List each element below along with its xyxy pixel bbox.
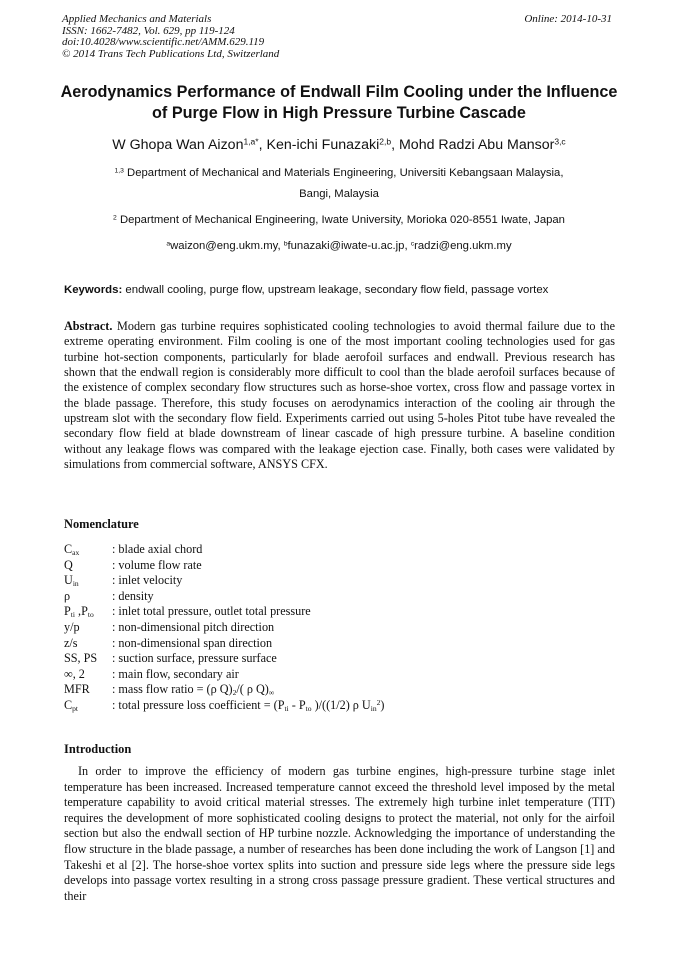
nomenclature-definition: : volume flow rate [112,557,202,572]
nomenclature-symbol: y/p [64,619,80,634]
nomenclature-item [64,620,384,636]
nomenclature-symbol: $P_{ti}$ $,P_{to}$ [64,604,94,620]
email-link[interactable]: funazaki@iwate-u.ac.jp [287,240,405,252]
nomenclature-item [64,542,384,558]
copyright-line: © 2014 Trans Tech Publications Ltd, Switzerland [62,47,280,60]
journal-header [62,14,279,60]
keywords-text: endwall cooling, purge flow, upstream leakage, secondary flow field, passage vortex [122,284,549,296]
paper-title [40,82,638,124]
author-name: Mohd Radzi Abu Mansor [398,137,555,153]
nomenclature-item [64,667,384,683]
nomenclature-item [64,558,384,574]
email-link[interactable]: waizon@eng.ukm.my [170,240,278,252]
nomenclature-definition: : density [112,588,154,603]
nomenclature-item [64,651,384,667]
online-date: Online: 2014-10-31 [524,13,612,25]
nomenclature-heading: Nomenclature [64,517,139,531]
separator: , [258,137,267,153]
title-line-2: of Purge Flow in High Pressure Turbine Cascade [152,104,526,122]
nomenclature-symbol: $C_{ax}$ [64,542,80,557]
nomenclature-symbol: ρ [64,588,71,603]
abstract-text: Modern gas turbine requires sophisticated cooling technologies to avoid thermal failure due to the extreme operating environment. Film cooling is one of the most important cooling technologies used for gas turbine hot-section components, particularly for blade aerofoil surfaces and endwall. Previous research has shown that the endwall region is considerably more difficult to cool than the blade aerofoil surfaces because of the existence of complex secondary flow structures such as horse-shoe vortex, cross flow and passage vortex in the blade passage. Therefore, this study focuses on aerodynamics interaction of the cooling air through the upstream slot with the secondary flow field. Experiments carried out using 5-holes Pitot tube have revealed the secondary flow field at blade downstream of linear cascade of high pressure turbine. A baseline condition without any leakage flows was compared with the leakage ejection case. Finally, both cases were validated by simulations from commercial software, ANSYS CFX. [64,319,615,472]
nomenclature-symbol: MFR [64,682,90,697]
author-list [40,136,638,154]
affiliation-1 [40,163,638,205]
affiliation-mark: 2 [113,214,117,222]
nomenclature-definition: : non-dimensional span direction [112,635,273,650]
nomenclature-item [64,573,384,589]
journal-name: Applied Mechanics and Materials [62,13,212,25]
nomenclature-definition: : total pressure loss coefficient = ($P_{ti} - P_{to}$ )/((1/2) ρ $U_{in}^2$) [112,697,385,713]
nomenclature-definition: : main flow, secondary air [112,666,239,681]
email-mark: c [410,240,415,248]
nomenclature-symbol: ∞, 2 [64,666,85,681]
nomenclature-definition: : blade axial chord [112,542,203,556]
author-affiliation-mark: 3,c [554,136,566,147]
nomenclature-symbol: Q [64,557,73,572]
author-affiliation-mark: 2,b [379,136,392,147]
doi-line: doi:10.4028/www.scientific.net/AMM.629.119 [62,36,265,49]
nomenclature-definition: : inlet velocity [112,573,183,588]
nomenclature-definition: : suction surface, pressure surface [112,651,277,666]
nomenclature-item [64,682,384,698]
nomenclature-definition: : inlet total pressure, outlet total pressure [112,604,311,619]
abstract [64,319,615,472]
title-line-1: Aerodynamics Performance of Endwall Film Cooling under the Influence [60,83,618,101]
nomenclature-definition: : mass flow ratio = (ρ $Q)_2/$( ρ $Q)_\infty$ [112,682,275,698]
separator: , [391,137,399,153]
email-link[interactable]: radzi@eng.ukm.my [414,240,512,252]
affiliation-mark: 1,3 [114,167,124,175]
separator: , [404,240,411,252]
nomenclature-item [64,698,384,714]
email-mark: a [166,240,171,248]
affiliation-text: Department of Mechanical and Materials Engineering, Universiti Kebangsaan Malaysia, [123,167,564,179]
email-mark: b [283,240,288,248]
affiliation-text-line2: Bangi, Malaysia [299,188,379,200]
issn-line: ISSN: 1662-7482, Vol. 629, pp 119-124 [62,24,235,37]
author-name: Ken-ichi Funazaki [266,137,380,153]
author-name: W Ghopa Wan Aizon [112,137,244,153]
nomenclature-item [64,636,384,652]
nomenclature-definition: : non-dimensional pitch direction [112,619,275,634]
nomenclature-item [64,589,384,605]
abstract-label: Abstract. [64,319,113,333]
introduction-paragraph: In order to improve the efficiency of modern gas turbine engines, high-pressure turbine stage inlet temperature has been increased. Increased temperature cannot exceed the threshold level imposed by the metal temperature capability to avoid critical material stresses. The extremely high turbine inlet temperature (TIT) requires the development of more sophisticated cooling designs to protect the material, not only for the airfoil section but also the endwall section of HP turbine nozzle. Acknowledging the importance of understanding the flow structure in the blade passage, a number of researches has been done including the work of Langson [1] and Takeshi et al [2]. The horse-shoe vortex splits into suction and pressure side legs where the pressure side legs develops into passage vortex resulting in a strong cross passage pressure gradient. These vertical structures and their [64,764,615,903]
affiliation-2 [40,210,638,231]
nomenclature-list [64,542,384,714]
author-emails [40,237,638,255]
nomenclature-symbol: z/s [64,635,78,650]
nomenclature-item [64,604,384,620]
affiliation-text: Department of Mechanical Engineering, Iwate University, Morioka 020-8551 Iwate, Japan [116,214,565,226]
introduction-heading: Introduction [64,742,132,756]
separator: , [277,240,284,252]
nomenclature-symbol: SS, PS [64,651,98,666]
keywords-label: Keywords: [64,284,123,296]
keywords [64,282,548,298]
nomenclature-symbol: $U_{in}$ [64,573,79,589]
nomenclature-symbol: $C_{pt}$ [64,697,79,713]
author-affiliation-mark: 1,a* [243,136,259,147]
